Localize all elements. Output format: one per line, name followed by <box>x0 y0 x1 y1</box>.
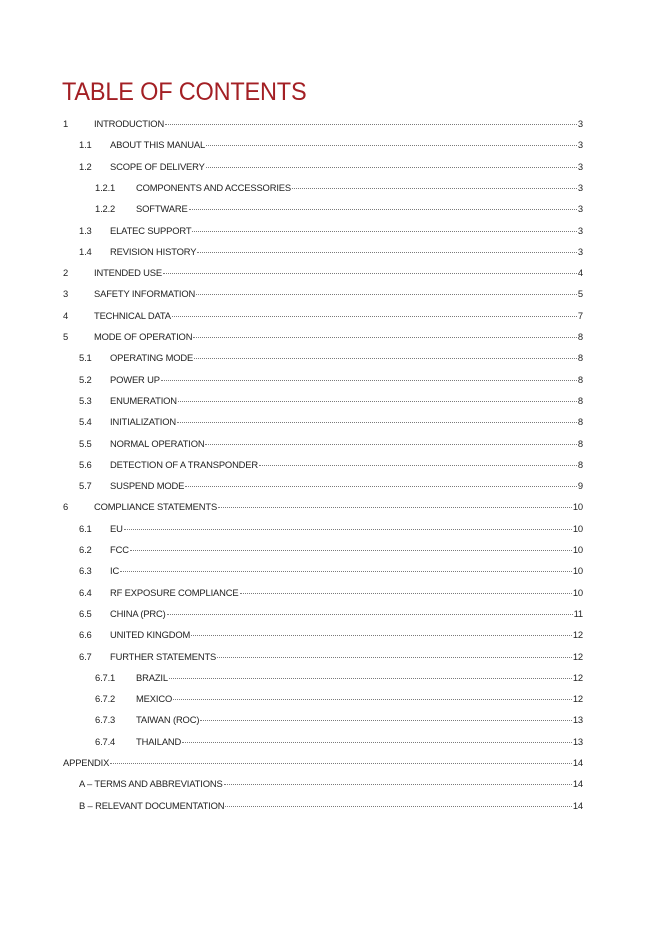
toc-entry-page: 3 <box>577 245 583 257</box>
toc-entry-label: EU <box>110 522 123 534</box>
toc-entry-page: 3 <box>577 160 583 172</box>
toc-entry-number: 6.1 <box>79 522 92 534</box>
toc-entry-label: DETECTION OF A TRANSPONDER <box>110 458 259 470</box>
toc-entry[interactable] <box>79 650 583 664</box>
toc-entry-number: 6.2 <box>79 544 92 555</box>
toc-entry-page: 8 <box>577 394 583 406</box>
toc-entry-label: BRAZIL <box>136 671 168 683</box>
toc-entry-number: 5.6 <box>79 458 92 470</box>
toc-dot-leader <box>259 464 577 466</box>
toc-dot-leader <box>240 592 572 594</box>
toc-dot-leader <box>200 719 572 721</box>
toc-entry-page: 13 <box>572 714 583 726</box>
toc-dot-leader <box>224 783 572 785</box>
toc-entry[interactable] <box>79 607 583 621</box>
toc-dot-leader <box>197 251 577 253</box>
toc-entry-label: RF EXPOSURE COMPLIANCE <box>110 586 239 598</box>
toc-entry[interactable] <box>79 586 583 600</box>
toc-entry[interactable] <box>79 138 583 152</box>
toc-dot-leader <box>292 187 577 189</box>
toc-entry-number: 5.2 <box>79 373 92 385</box>
toc-entry-label: FCC <box>110 544 129 555</box>
toc-entry-label: B – RELEVANT DOCUMENTATION <box>79 799 225 811</box>
toc-entry[interactable] <box>79 160 583 174</box>
toc-entry-page: 8 <box>577 437 583 449</box>
toc-dot-leader <box>173 698 572 700</box>
toc-dot-leader <box>217 656 572 658</box>
toc-dot-leader <box>120 570 572 572</box>
toc-entry-label: ENUMERATION <box>110 394 177 406</box>
toc-entry[interactable] <box>95 735 583 749</box>
toc-entry-page: 14 <box>572 757 583 768</box>
toc-entry-number: 1.2 <box>79 160 92 172</box>
toc-entry-label: INTRODUCTION <box>94 118 165 129</box>
toc-dot-leader <box>193 336 577 338</box>
toc-entry-number: 1 <box>63 118 69 129</box>
toc-entry-label: INTENDED USE <box>94 267 162 279</box>
toc-entry[interactable] <box>79 394 583 408</box>
toc-entry-number: 6.7 <box>79 650 92 662</box>
toc-entry[interactable] <box>63 117 583 131</box>
toc-entry[interactable] <box>79 224 583 238</box>
toc-entry-number: 5.4 <box>79 416 92 428</box>
toc-entry[interactable] <box>63 266 583 280</box>
toc-entry-number: 6 <box>63 501 69 513</box>
toc-dot-leader <box>218 506 572 508</box>
toc-entry[interactable] <box>95 713 583 727</box>
toc-entry-page: 11 <box>573 607 583 619</box>
toc-entry-page: 10 <box>572 501 583 513</box>
toc-entry-number: 6.7.4 <box>95 735 116 747</box>
toc-entry-number: 6.4 <box>79 586 92 598</box>
toc-entry[interactable] <box>79 437 583 451</box>
toc-entry-page: 14 <box>572 778 583 790</box>
toc-dot-leader <box>196 293 577 295</box>
toc-entry[interactable] <box>79 522 583 536</box>
toc-entry-label: TAIWAN (ROC) <box>136 714 200 726</box>
toc-entry[interactable] <box>79 479 583 493</box>
toc-entry-page: 3 <box>577 118 583 129</box>
toc-entry[interactable] <box>79 543 583 557</box>
toc-entry-page: 10 <box>572 565 583 577</box>
toc-entry-number: 5 <box>63 331 69 342</box>
toc-entry-label: ABOUT THIS MANUAL <box>110 139 206 151</box>
toc-entry[interactable] <box>79 777 583 791</box>
toc-entry-label: SAFETY INFORMATION <box>94 288 196 300</box>
toc-dot-leader <box>182 741 572 743</box>
toc-entry-page: 3 <box>577 224 583 236</box>
toc-entry-label: INITIALIZATION <box>110 416 176 428</box>
toc-entry-page: 3 <box>577 139 583 151</box>
toc-entry-label: ELATEC SUPPORT <box>110 224 192 236</box>
toc-entry[interactable] <box>63 756 583 770</box>
toc-entry-label: FURTHER STATEMENTS <box>110 650 217 662</box>
toc-dot-leader <box>206 166 577 168</box>
toc-entry-label: REVISION HISTORY <box>110 245 197 257</box>
toc-dot-leader <box>124 528 572 530</box>
toc-entry-page: 8 <box>577 458 583 470</box>
toc-dot-leader <box>161 379 577 381</box>
toc-dot-leader <box>189 208 577 210</box>
toc-entry-number: 1.4 <box>79 245 92 257</box>
toc-entry-page: 3 <box>577 181 583 193</box>
toc-entry-page: 5 <box>577 288 583 300</box>
toc-entry-label: COMPONENTS AND ACCESSORIES <box>136 181 291 193</box>
toc-dot-leader <box>192 230 576 232</box>
toc-entry-label: NORMAL OPERATION <box>110 437 205 449</box>
toc-entry-number: 3 <box>63 288 69 300</box>
toc-dot-leader <box>178 400 577 402</box>
toc-entry-number: 5.3 <box>79 394 92 406</box>
toc-entry-page: 14 <box>572 799 583 811</box>
toc-entry-number: 1.2.1 <box>95 181 116 193</box>
toc-entry-page: 3 <box>577 203 583 215</box>
page-title: TABLE OF CONTENTS <box>62 78 307 106</box>
toc-entry-number: 4 <box>63 309 69 321</box>
toc-entry-number: 6.7.2 <box>95 693 116 705</box>
toc-entry-number: 5.7 <box>79 480 92 492</box>
toc-entry-number: 5.1 <box>79 352 92 364</box>
toc-dot-leader <box>185 485 577 487</box>
toc-entry-label: SCOPE OF DELIVERY <box>110 160 205 172</box>
toc-entry-page: 12 <box>572 650 583 662</box>
toc-entry-label: MEXICO <box>136 693 173 705</box>
toc-dot-leader <box>191 634 572 636</box>
toc-entry-number: 1.3 <box>79 224 92 236</box>
toc-entry-page: 7 <box>577 309 583 321</box>
toc-entry-page: 8 <box>577 331 583 342</box>
toc-entry[interactable] <box>95 692 583 706</box>
toc-entry-page: 8 <box>577 416 583 428</box>
toc-entry-page: 10 <box>572 522 583 534</box>
toc-entry-label: APPENDIX <box>63 757 110 768</box>
toc-entry-label: OPERATING MODE <box>110 352 194 364</box>
toc-dot-leader <box>110 762 572 764</box>
toc-dot-leader <box>205 443 576 445</box>
toc-entry-number: 6.7.3 <box>95 714 116 726</box>
toc-entry[interactable] <box>79 415 583 429</box>
toc-entry-page: 12 <box>572 671 583 683</box>
toc-entry[interactable] <box>79 351 583 365</box>
toc-dot-leader <box>163 272 577 274</box>
toc-dot-leader <box>177 421 577 423</box>
toc-entry-page: 8 <box>577 352 583 364</box>
toc-entry-number: 6.5 <box>79 607 92 619</box>
toc-entry-label: THAILAND <box>136 735 182 747</box>
toc-entry-label: CHINA (PRC) <box>110 607 166 619</box>
toc-entry-page: 9 <box>577 480 583 492</box>
toc-entry-number: 1.1 <box>79 139 92 151</box>
toc-entry-label: A – TERMS AND ABBREVIATIONS <box>79 778 223 790</box>
toc-entry-number: 6.3 <box>79 565 92 577</box>
toc-entry-label: MODE OF OPERATION <box>94 331 193 342</box>
toc-entry-label: SUSPEND MODE <box>110 480 185 492</box>
toc-dot-leader <box>225 805 571 807</box>
toc-entry[interactable] <box>63 309 583 323</box>
toc-entry-page: 8 <box>577 373 583 385</box>
toc-entry-label: SOFTWARE <box>136 203 188 215</box>
toc-dot-leader <box>194 357 577 359</box>
toc-entry[interactable] <box>63 500 583 514</box>
toc-entry-number: 1.2.2 <box>95 203 116 215</box>
toc-dot-leader <box>206 144 577 146</box>
toc-entry[interactable] <box>79 245 583 259</box>
toc-entry-number: 6.6 <box>79 629 92 641</box>
toc-entry[interactable] <box>79 628 583 642</box>
toc-entry-page: 10 <box>572 586 583 598</box>
toc-entry-page: 12 <box>572 629 583 641</box>
toc-dot-leader <box>167 613 573 615</box>
toc-entry[interactable] <box>95 202 583 216</box>
toc-entry[interactable] <box>63 287 583 301</box>
toc-entry-page: 12 <box>572 693 583 705</box>
toc-entry-label: IC <box>110 565 120 577</box>
toc-entry-page: 13 <box>572 735 583 747</box>
toc-entry[interactable] <box>95 671 583 685</box>
toc-entry[interactable] <box>79 799 583 813</box>
toc-entry[interactable] <box>63 330 583 344</box>
toc-entry-number: 2 <box>63 267 69 279</box>
toc-entry[interactable] <box>79 564 583 578</box>
toc-entry-label: UNITED KINGDOM <box>110 629 191 641</box>
toc-entry-number: 5.5 <box>79 437 92 449</box>
toc-dot-leader <box>169 677 572 679</box>
toc-dot-leader <box>172 315 577 317</box>
toc-entry-page: 4 <box>577 267 583 279</box>
toc-entry-label: COMPLIANCE STATEMENTS <box>94 501 218 513</box>
toc-entry-page: 10 <box>572 544 583 555</box>
toc-entry-number: 6.7.1 <box>95 671 116 683</box>
toc-entry[interactable] <box>79 373 583 387</box>
toc-entry-label: POWER UP <box>110 373 160 385</box>
toc-entry[interactable] <box>79 458 583 472</box>
toc-entry[interactable] <box>95 181 583 195</box>
toc-dot-leader <box>130 549 572 551</box>
toc-dot-leader <box>165 123 577 125</box>
toc-entry-label: TECHNICAL DATA <box>94 309 171 321</box>
